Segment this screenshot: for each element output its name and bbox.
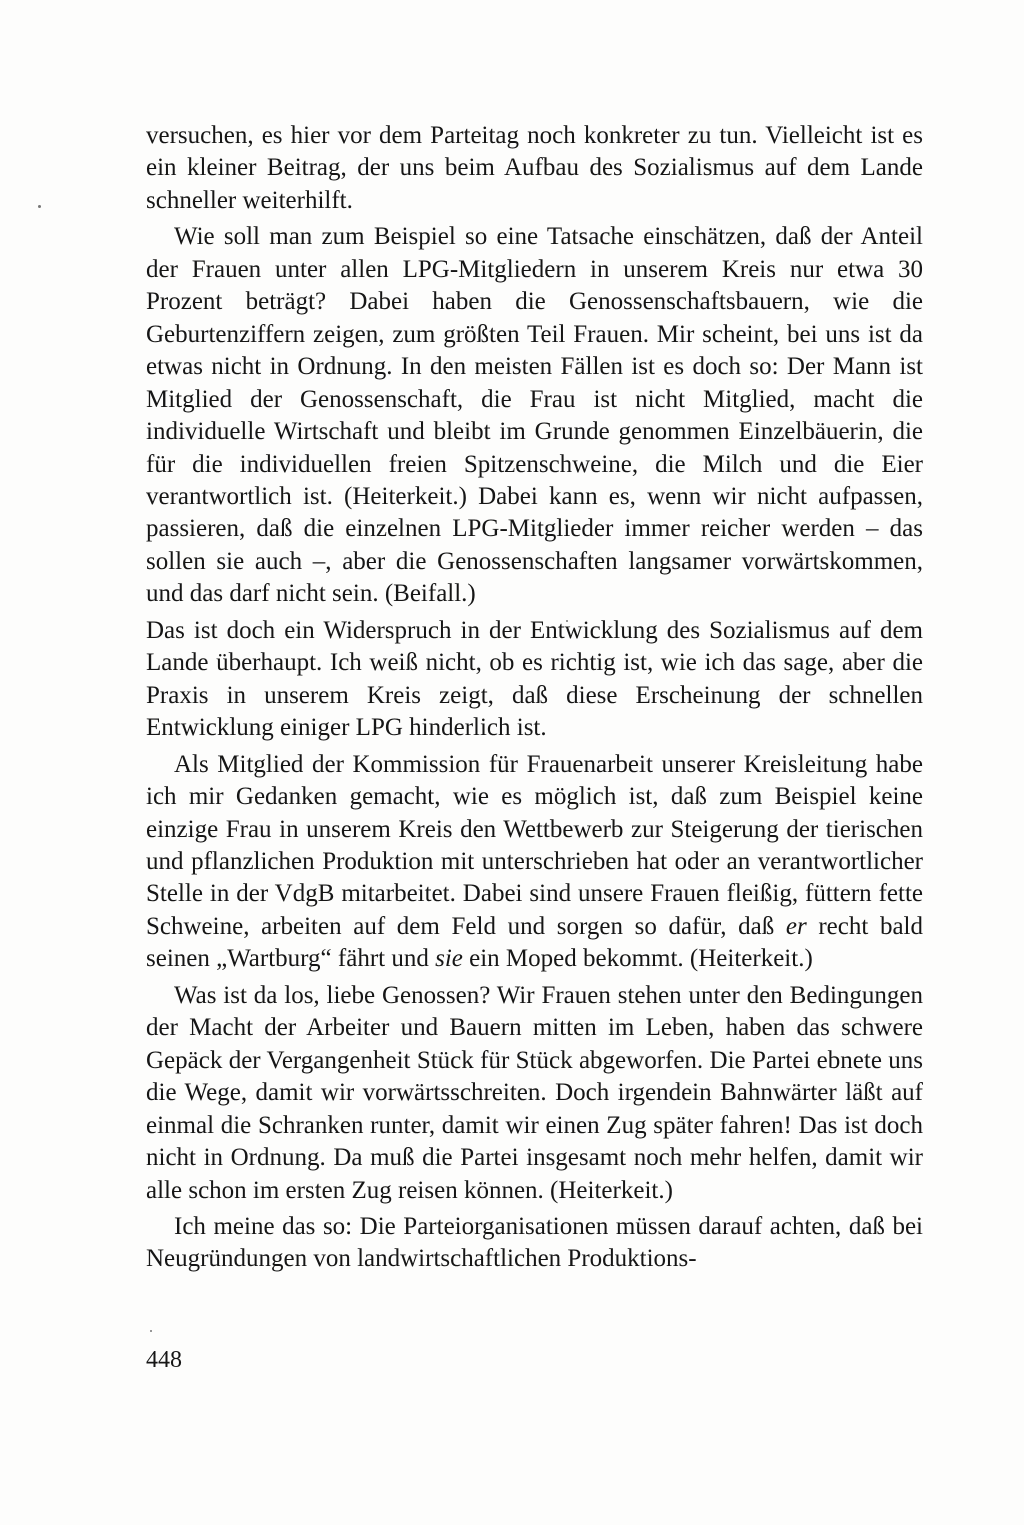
emphasis-sie: sie	[435, 945, 463, 973]
paragraph-2: Wie soll man zum Beispiel so eine Tatsache einschätzen, daß der Anteil der Frauen unter allen LPG-Mitgliedern in unserem Kreis nur etwa 30 Prozent beträgt? Dabei haben die Genossenschaftsbauern, wie die Geburtenziffern zeigen, zum größten Teil Frauen. Mir scheint, bei uns ist da etwas nicht in Ordnung. In den meisten Fällen ist es doch so: Der Mann ist Mitglied der Genossenschaft, die Frau ist nicht Mitglied, macht die individuelle Wirtschaft und bleibt im Grunde genommen Einzelbäuerin, die für die individuellen freien Spitzenschweine, die Milch und die Eier verantwortlich ist. (Heiterkeit.) Dabei kann es, wenn wir nicht aufpassen, passieren, daß die einzelnen LPG-Mitglieder immer reicher werden – das sollen sie auch –, aber die Genossenschaften langsamer vorwärtskommen, und das darf nicht sein. (Beifall.)	[146, 223, 923, 608]
paragraph-6: Ich meine das so: Die Parteiorganisationen müssen darauf achten, daß bei Neugründungen von landwirtschaftlichen Produktions-	[146, 1212, 923, 1273]
emphasis-er: er	[785, 912, 807, 940]
paragraph-3: Das ist doch ein Widerspruch in der Entwicklung des Sozialismus auf dem Lande überhaupt. Ich weiß nicht, ob es richtig ist, wie ich das sage, aber die Praxis in unserem Kreis zeigt, daß diese Erscheinung der schnellen Entwicklung einiger LPG hinderlich ist.	[146, 616, 923, 742]
paragraph-4	[146, 749, 923, 976]
body-text	[146, 120, 923, 1280]
paragraph-4-text-c: ein Moped bekommt. (Heiterkeit.)	[462, 945, 813, 973]
paragraph-4-text-b: recht bald seinen „Wartburg“ fährt und	[146, 912, 923, 973]
page-number: 448	[146, 1347, 182, 1373]
paragraph-5: Was ist da los, liebe Genossen? Wir Frauen stehen unter den Bedingungen der Macht der Arbeiter und Bauern mitten im Leben, haben das schwere Gepäck der Vergangenheit Stück für Stück abgeworfen. Die Partei ebnete uns die Wege, damit wir vorwärtsschreiten. Doch irgendein Bahnwärter läßt auf einmal die Schranken runter, damit wir einen Zug später fahren! Das ist doch nicht in Ordnung. Da muß die Partei insgesamt noch mehr helfen, damit wir alle schon im ersten Zug reisen können. (Heiterkeit.)	[146, 981, 923, 1204]
scan-speck	[38, 205, 41, 208]
scan-speck	[150, 1330, 152, 1332]
paragraph-1: versuchen, es hier vor dem Parteitag noch konkreter zu tun. Vielleicht ist es ein kleiner Beitrag, der uns beim Aufbau des Sozialismus auf dem Lande schneller weiterhilft.	[146, 122, 923, 214]
paragraph-4-text-a: Als Mitglied der Kommission für Frauenarbeit unserer Kreisleitung habe ich mir Gedanken gemacht, wie es möglich ist, daß zum Beispiel keine einzige Frau in unserem Kreis den Wettbewerb zur Steigerung der tierischen und pflanzlichen Produktion mit unterschrieben hat oder an verantwortlicher Stelle in der VdgB mitarbeitet. Dabei sind unsere Frauen fleißig, füttern fette Schweine, arbeiten auf dem Feld und sorgen so dafür, daß	[146, 750, 923, 940]
